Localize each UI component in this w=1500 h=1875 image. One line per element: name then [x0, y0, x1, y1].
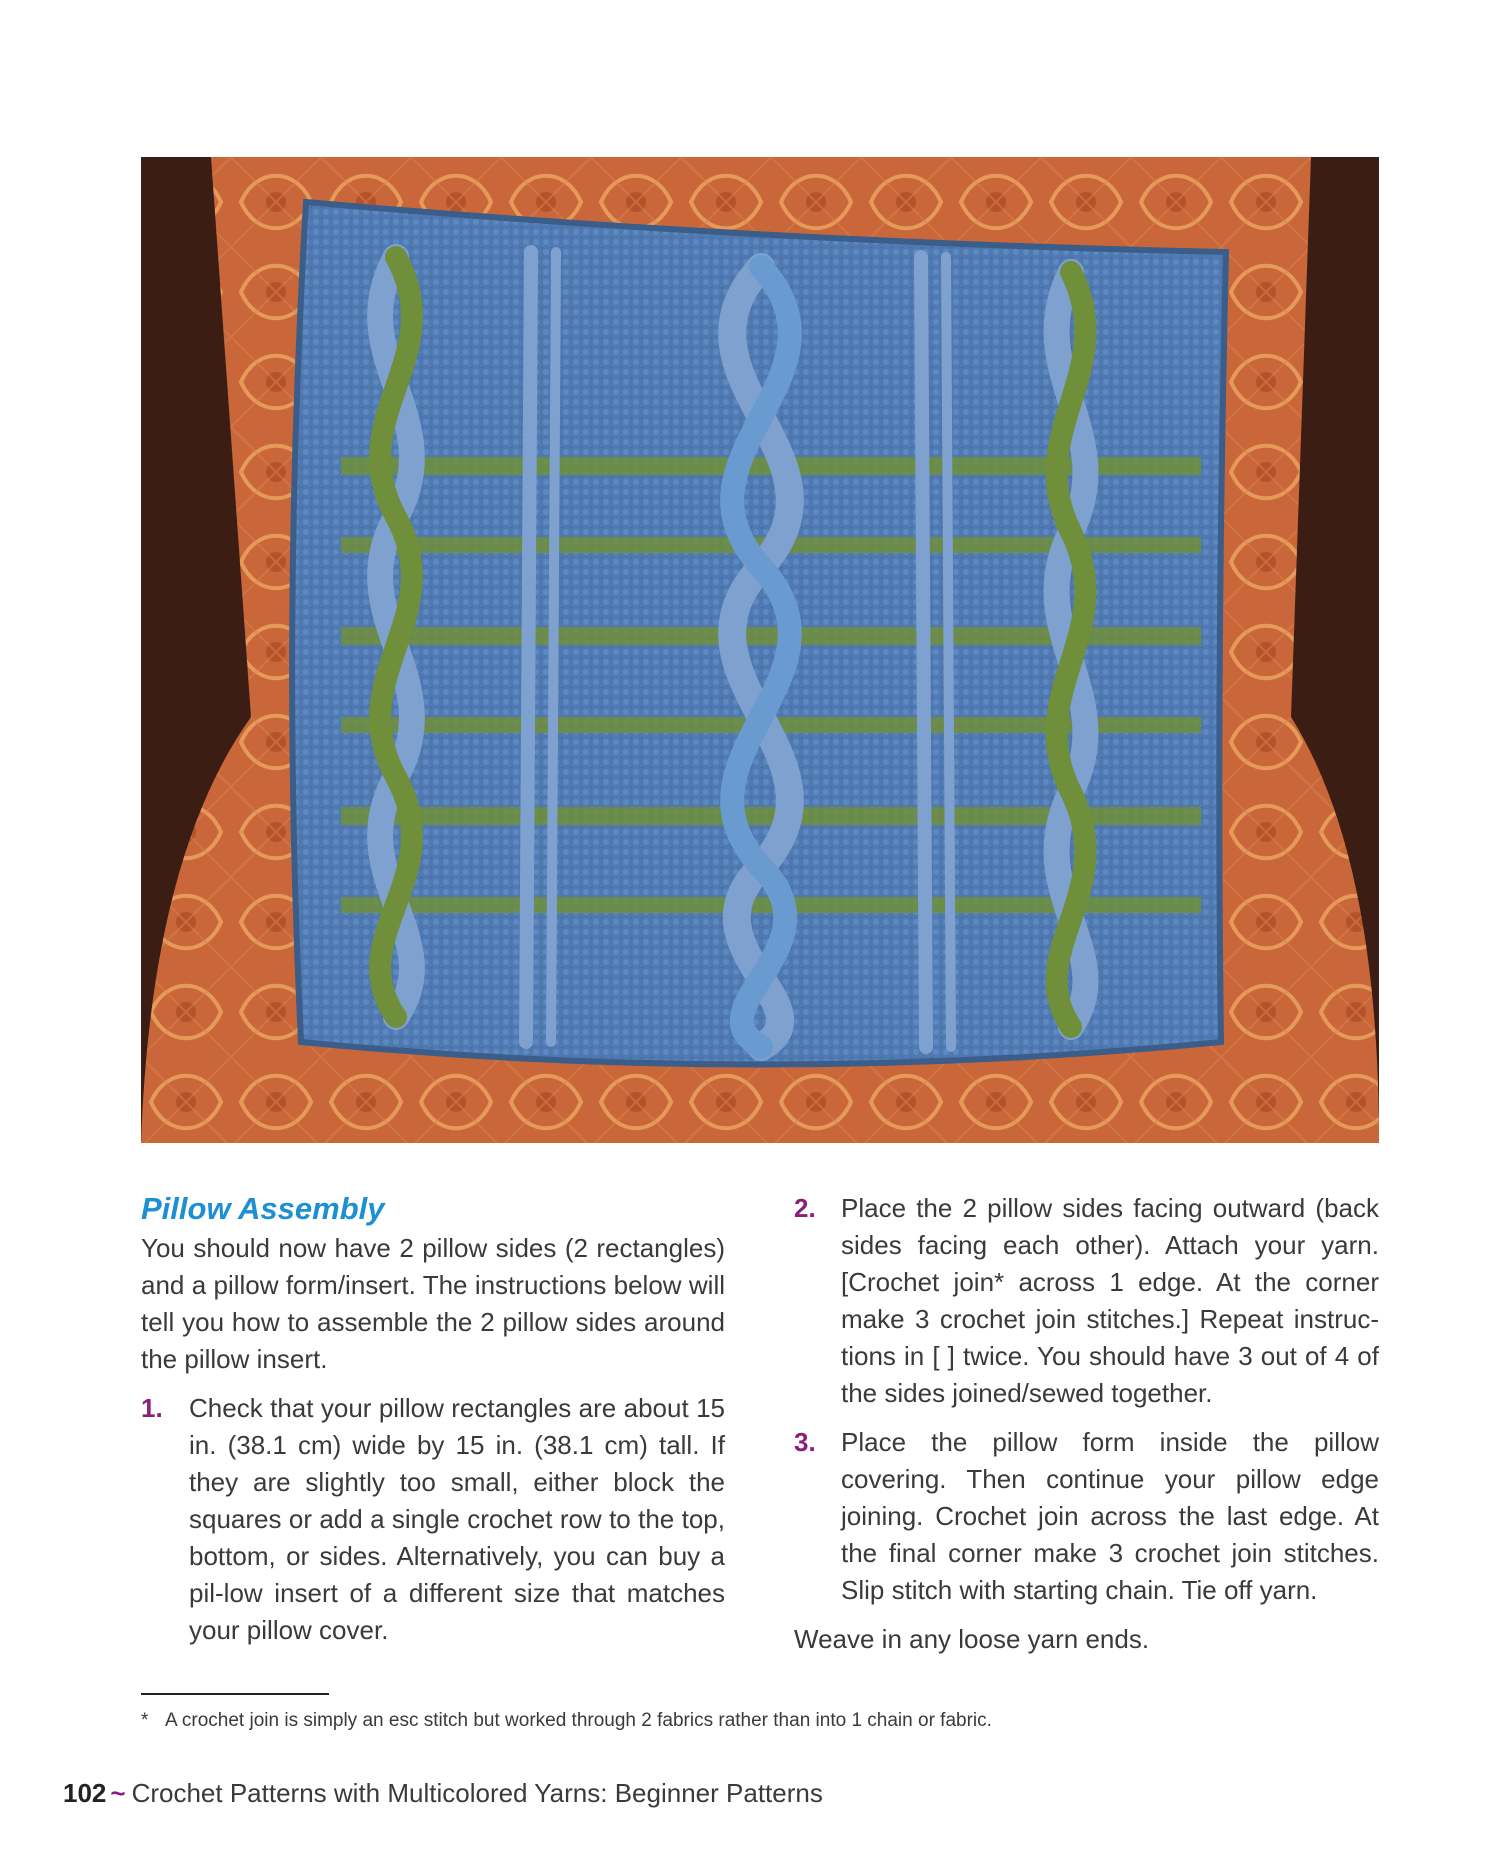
steps-list-right — [794, 1190, 1379, 1609]
closing-paragraph: Weave in any loose yarn ends. — [794, 1624, 1150, 1654]
page-footer — [63, 1775, 823, 1811]
running-title: Crochet Patterns with Multicolored Yarns: Beginner Patterns — [131, 1778, 823, 1808]
intro-paragraph: You should now have 2 pillow sides (2 rectangles) and a pillow form/insert. The instructions below will tell you how to assemble the 2 pillow sides around the pillow insert. — [141, 1233, 725, 1374]
step-text: Check that your pillow rectangles are about 15 in. (38.1 cm) wide by 15 in. (38.1 cm) tall. If they are slightly too small, either block the squares or add a single crochet row to the top, bottom, or sides. Alternatively, you can buy a pil-low insert of a different size that matches your pillow cover. — [189, 1393, 725, 1645]
footnote — [141, 1708, 1379, 1734]
step-text: Place the pillow form inside the pillow covering. Then continue your pillow edge joining. Crochet join across the last edge. At the final corner make 3 crochet join stitches. Slip stitch with starting chain. Tie off yarn. — [841, 1427, 1379, 1605]
pillow-photo — [141, 157, 1379, 1143]
step-text: Place the 2 pillow sides facing outward (back sides facing each other). Attach your yarn. [Crochet join* across 1 edge. At the corner make 3 crochet join stitches.] Repeat instruc-tions in [ ] twice. You should have 3 out of 4 of the sides joined/sewed together. — [841, 1193, 1379, 1408]
step-item — [794, 1424, 1379, 1609]
footnote-marker: * — [141, 1710, 149, 1731]
pillow-photo-illustration — [141, 157, 1379, 1143]
step-number: 3. — [794, 1427, 816, 1457]
step-item — [141, 1390, 725, 1649]
step-number: 1. — [141, 1393, 163, 1423]
step-item — [794, 1190, 1379, 1412]
step-number: 2. — [794, 1193, 816, 1223]
footnote-text: A crochet join is simply an esc stitch but worked through 2 fabrics rather than into 1 chain or fabric. — [165, 1710, 992, 1731]
steps-list-left — [141, 1390, 725, 1649]
footer-separator: ~ — [110, 1778, 126, 1808]
left-column — [141, 1190, 725, 1649]
page-number: 102 — [63, 1778, 107, 1808]
section-heading: Pillow Assembly — [141, 1191, 385, 1226]
footnote-divider — [141, 1693, 329, 1695]
right-column — [794, 1190, 1379, 1658]
